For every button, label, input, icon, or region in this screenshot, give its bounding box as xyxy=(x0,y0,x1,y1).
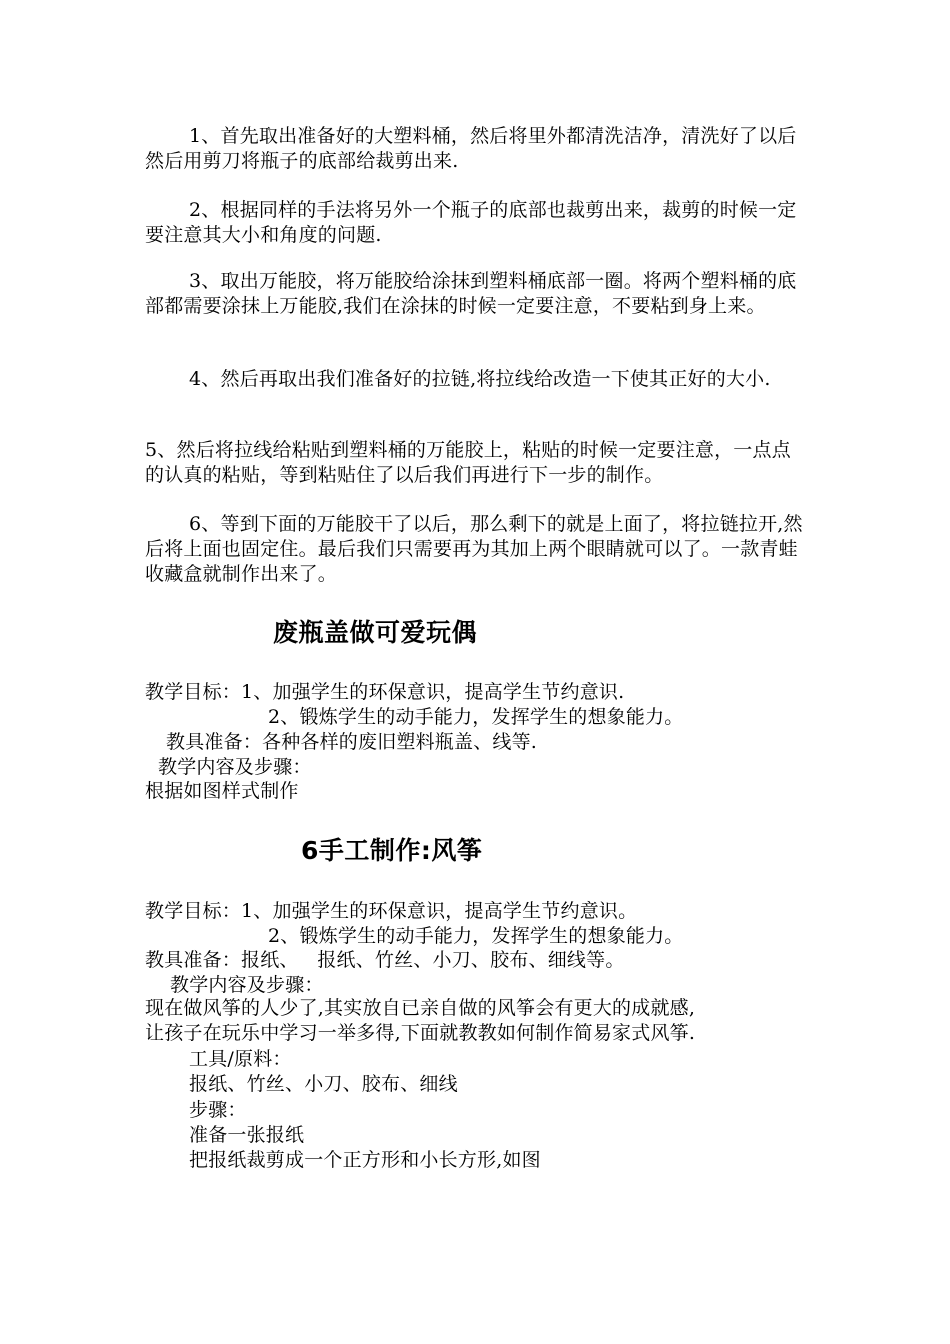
kite-steps-label: 步骤： xyxy=(189,1099,247,1121)
kite-step-1: 准备一张报纸 xyxy=(189,1124,305,1146)
kite-goal-line-2: 2、锻炼学生的动手能力，发挥学生的想象能力。 xyxy=(268,925,684,947)
step-paragraph-1: 1、首先取出准备好的大塑料桶，然后将里外都清洗洁净，清洗好了以后然后用剪刀将瓶子的底部给裁剪出来. xyxy=(145,125,797,172)
section-title-kite: 6手工制作:风筝 xyxy=(301,836,483,865)
kite-materials-label: 工具/原料： xyxy=(189,1048,292,1070)
kite-tools-line: 教具准备：报纸、 报纸、竹丝、小刀、胶布、细线等。 xyxy=(145,949,625,971)
step-paragraph-3: 3、取出万能胶，将万能胶给涂抹到塑料桶底部一圈。将两个塑料桶的底部都需要涂抹上万能胶,我们在涂抹的时候一定要注意，不要粘到身上来。 xyxy=(145,270,797,317)
kite-step-2: 把报纸裁剪成一个正方形和小长方形,如图 xyxy=(189,1149,541,1171)
step-paragraph-4: 4、然后再取出我们准备好的拉链,将拉线给改造一下使其正好的大小. xyxy=(189,368,771,390)
kite-content-label: 教学内容及步骤： xyxy=(170,974,324,996)
step-paragraph-5: 5、然后将拉线给粘贴到塑料桶的万能胶上，粘贴的时候一定要注意，一点点的认真的粘贴，等到粘贴住了以后我们再进行下一步的制作。 xyxy=(145,439,791,486)
teaching-goal-line-2: 2、锻炼学生的动手能力，发挥学生的想象能力。 xyxy=(268,706,684,728)
step-paragraph-6: 6、等到下面的万能胶干了以后，那么剩下的就是上面了，将拉链拉开,然后将上面也固定住。最后我们只需要再为其加上两个眼睛就可以了。一款青蛙收藏盒就制作出来了。 xyxy=(145,513,803,585)
step-paragraph-2: 2、根据同样的手法将另外一个瓶子的底部也裁剪出来，裁剪的时候一定要注意其大小和角度的问题. xyxy=(145,199,797,246)
teaching-content-label: 教学内容及步骤： xyxy=(158,756,312,778)
teaching-content-text: 根据如图样式制作 xyxy=(145,780,299,802)
kite-intro-line-1: 现在做风筝的人少了,其实放自已亲自做的风筝会有更大的成就感, xyxy=(145,997,696,1019)
section-title-bottle-cap-doll: 废瓶盖做可爱玩偶 xyxy=(273,618,478,647)
kite-intro-line-2: 让孩子在玩乐中学习一举多得,下面就教教如何制作简易家式风筝. xyxy=(145,1022,696,1044)
teaching-tools-line: 教具准备：各种各样的废旧塑料瓶盖、线等. xyxy=(166,731,538,753)
teaching-goal-line-1: 教学目标：1、加强学生的环保意识，提高学生节约意识. xyxy=(145,681,625,703)
kite-goal-line-1: 教学目标：1、加强学生的环保意识，提高学生节约意识。 xyxy=(145,900,638,922)
kite-materials-list: 报纸、竹丝、小刀、胶布、细线 xyxy=(189,1073,458,1095)
